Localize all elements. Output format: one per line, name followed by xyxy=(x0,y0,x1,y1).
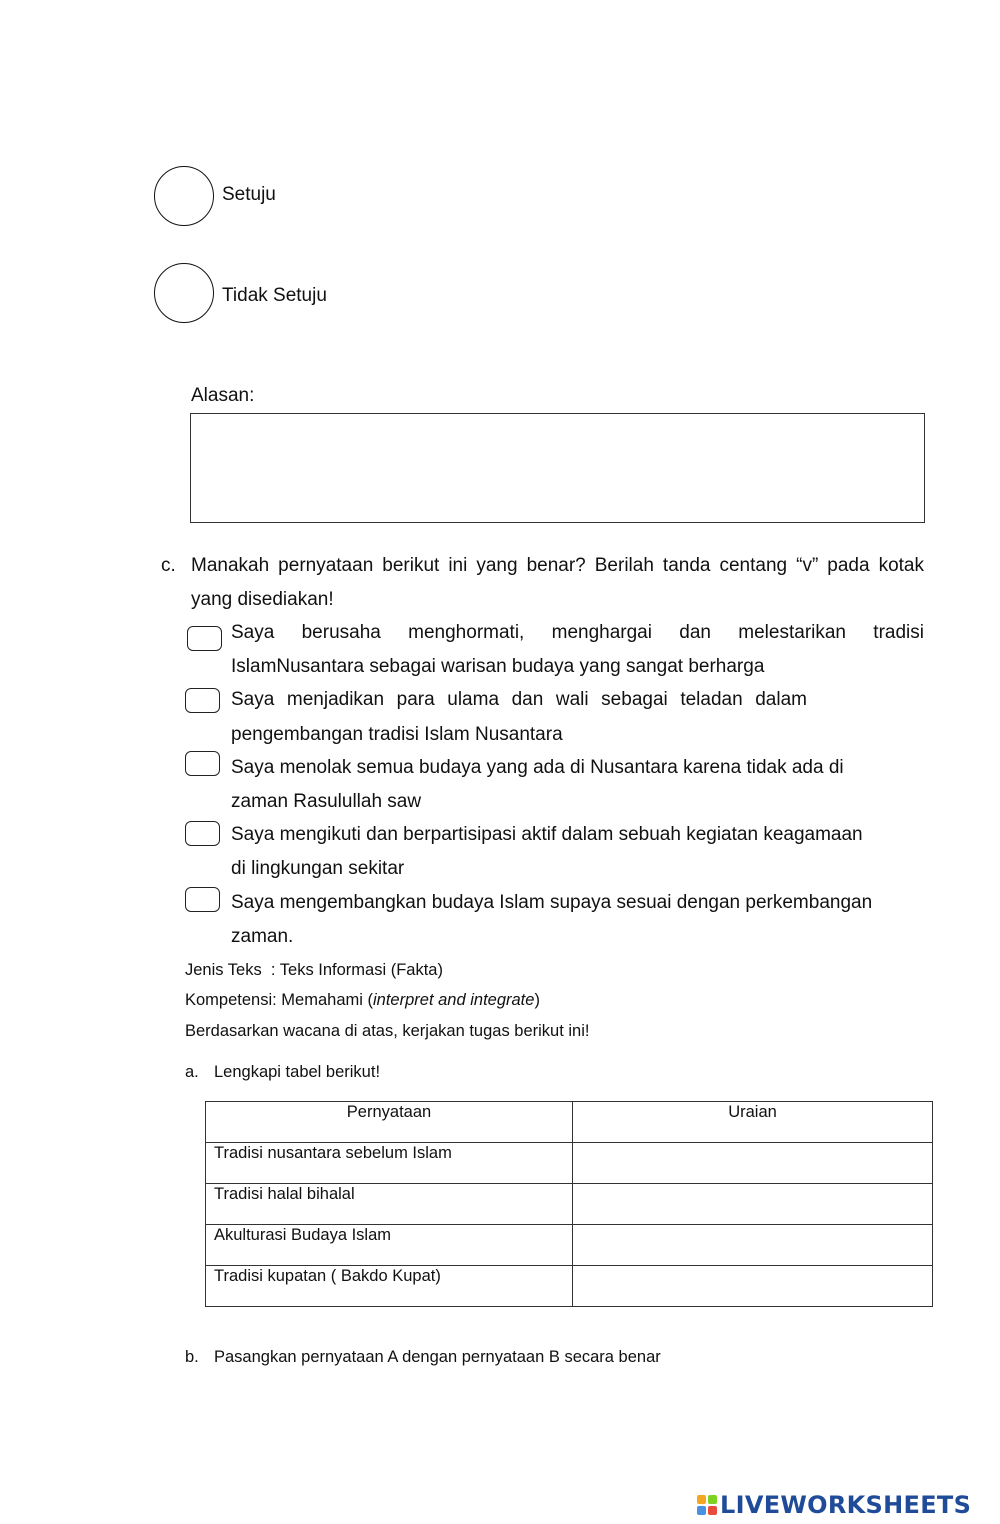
table-cell-pernyataan: Tradisi nusantara sebelum Islam xyxy=(206,1143,573,1184)
statement-table xyxy=(205,1101,933,1307)
radio-tidak-setuju-label: Tidak Setuju xyxy=(222,285,327,306)
instruction: Berdasarkan wacana di atas, kerjakan tugas berikut ini! xyxy=(185,1022,590,1040)
question-c-text-line1: Manakah pernyataan berikut ini yang benar? Berilah tanda centang “v” pada kotak xyxy=(191,555,924,576)
question-c-marker: c. xyxy=(161,555,176,576)
option-4-line2: di lingkungan sekitar xyxy=(231,858,405,879)
option-5-line2: zaman. xyxy=(231,926,294,947)
table-cell-pernyataan: Akulturasi Budaya Islam xyxy=(206,1225,573,1266)
table-cell-uraian-input[interactable] xyxy=(573,1143,933,1184)
question-c-text-line2: yang disediakan! xyxy=(191,589,334,610)
logo-tile-4 xyxy=(708,1506,717,1515)
kompetensi xyxy=(185,990,540,1010)
table-cell-uraian-input[interactable] xyxy=(573,1225,933,1266)
jenis-teks: Jenis Teks : Teks Informasi (Fakta) xyxy=(185,961,443,979)
table-header-pernyataan: Pernyataan xyxy=(206,1102,573,1143)
checkbox-option-5[interactable] xyxy=(185,887,220,912)
logo-tile-1 xyxy=(697,1495,706,1504)
option-2-line2: pengembangan tradisi Islam Nusantara xyxy=(231,724,563,745)
kompetensi-prefix: Kompetensi: Memahami ( xyxy=(185,991,373,1009)
option-5-line1: Saya mengembangkan budaya Islam supaya sesuai dengan perkembangan xyxy=(231,892,873,913)
table-header-uraian: Uraian xyxy=(573,1102,933,1143)
table-cell-uraian-input[interactable] xyxy=(573,1184,933,1225)
radio-tidak-setuju[interactable] xyxy=(154,263,214,323)
table-row xyxy=(206,1266,933,1307)
kompetensi-suffix: ) xyxy=(534,991,540,1009)
option-3-line1: Saya menolak semua budaya yang ada di Nusantara karena tidak ada di xyxy=(231,757,844,778)
task-b-marker: b. xyxy=(185,1348,199,1366)
kompetensi-italic: interpret and integrate xyxy=(373,991,535,1009)
table-row xyxy=(206,1143,933,1184)
logo-mark-icon xyxy=(697,1495,717,1515)
radio-setuju[interactable] xyxy=(154,166,214,226)
option-4-line1: Saya mengikuti dan berpartisipasi aktif dalam sebuah kegiatan keagamaan xyxy=(231,824,863,845)
table-header-row xyxy=(206,1102,933,1143)
alasan-label: Alasan: xyxy=(191,385,255,406)
table-cell-pernyataan: Tradisi halal bihalal xyxy=(206,1184,573,1225)
radio-setuju-label: Setuju xyxy=(222,184,276,205)
logo-tile-3 xyxy=(697,1506,706,1515)
checkbox-option-4[interactable] xyxy=(185,821,220,846)
checkbox-option-2[interactable] xyxy=(185,688,220,713)
table-row xyxy=(206,1184,933,1225)
option-3-line2: zaman Rasulullah saw xyxy=(231,791,422,812)
option-2-line1: Saya menjadikan para ulama dan wali sebagai teladan dalam xyxy=(231,689,807,710)
table-cell-uraian-input[interactable] xyxy=(573,1266,933,1307)
task-a-marker: a. xyxy=(185,1063,199,1081)
logo-text: LIVEWORKSHEETS xyxy=(720,1491,972,1519)
task-b-text: Pasangkan pernyataan A dengan pernyataan B secara benar xyxy=(214,1348,661,1366)
alasan-input[interactable] xyxy=(190,413,925,523)
liveworksheets-logo xyxy=(697,1489,971,1521)
table-row xyxy=(206,1225,933,1266)
option-1-line1: Saya berusaha menghormati, menghargai dan melestarikan tradisi xyxy=(231,622,924,643)
table-cell-pernyataan: Tradisi kupatan ( Bakdo Kupat) xyxy=(206,1266,573,1307)
task-a-text: Lengkapi tabel berikut! xyxy=(214,1063,381,1081)
checkbox-option-3[interactable] xyxy=(185,751,220,776)
checkbox-option-1[interactable] xyxy=(187,626,222,651)
logo-tile-2 xyxy=(708,1495,717,1504)
option-1-line2: IslamNusantara sebagai warisan budaya yang sangat berharga xyxy=(231,656,765,677)
